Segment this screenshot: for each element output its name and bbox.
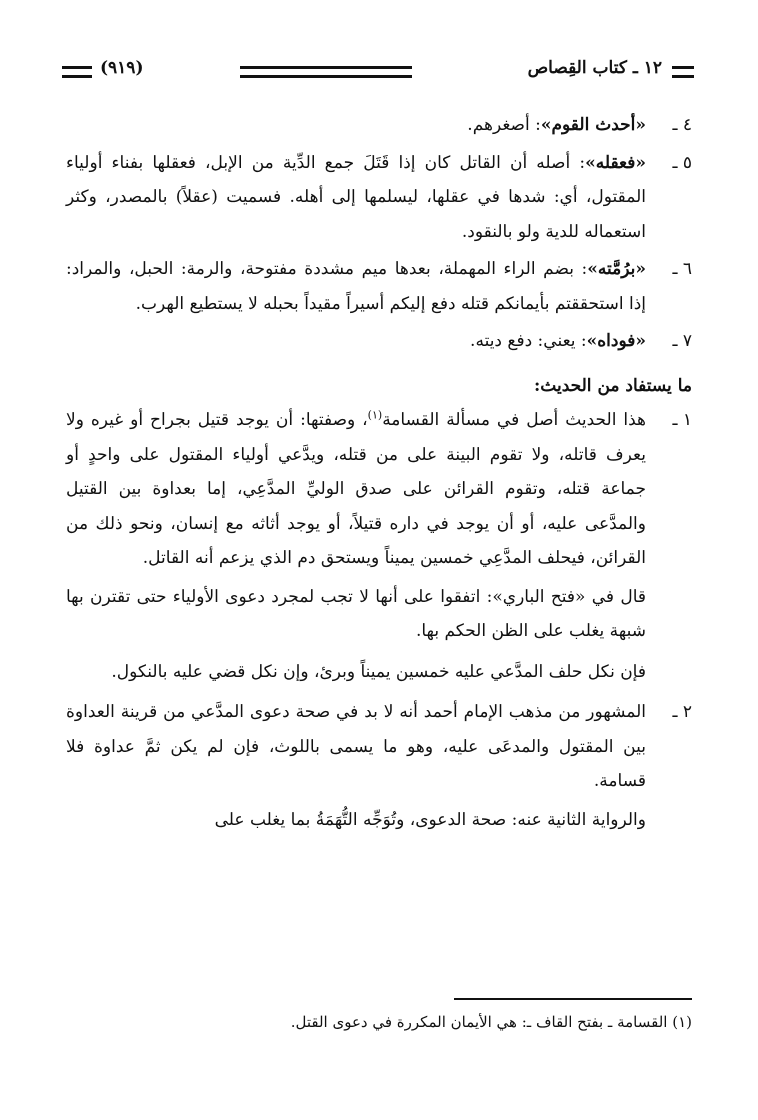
header-rule-right <box>672 66 694 78</box>
vocab-item-7 <box>66 324 692 359</box>
vocab-term: «أحدث القوم» <box>540 115 646 135</box>
header-rule-middle <box>240 66 412 78</box>
item-number: ٧ ـ <box>672 331 692 351</box>
chapter-title: ١٢ ـ كتاب القِصاص <box>527 58 662 78</box>
item-number: ٢ ـ <box>672 702 692 722</box>
vocab-term: «فوداه» <box>586 331 646 351</box>
page-number: (٩١٩) <box>100 58 144 78</box>
footnote-text: القسامة ـ بفتح القاف ـ: هي الأيمان المكررة في دعوى القتل. <box>290 1013 668 1031</box>
vocab-definition: : أصله أن القاتل كان إذا قَتَلَ جمع الدِّية من الإبل، فعقلها بفناء أولياء المقتول، أي: شدها في عقلها، ليسلمها إلى أهله. فسميت (عقلاً) بالمصدر، وكثر استعماله للدية ولو بالنقود. <box>66 152 646 242</box>
footnote-separator <box>454 998 692 1000</box>
item-number: ٤ ـ <box>672 115 692 135</box>
vocab-term: «فعقله» <box>585 152 646 173</box>
benefit-text-rest: ، وصفتها: أن يوجد قتيل بجراح أو غيره ولا يعرف قاتله، ولا تقوم البينة على من قتله، ويدَّعي أولياء المقتول على واحدٍ أو جماعة قتله، وتقوم القرائن على صدق الوليِّ المدَّعِي، إما بعداوة بين القتيل والمدَّعى عليه، أو أن يوجد في داره قتيلاً، أو يوجد أثاثه مع إنسان، ونحو ذلك من القرائن، فيحلف المدَّعِي خمسين يميناً ويستحق دم الذي يزعم أنه القاتل. <box>66 410 646 568</box>
vocab-definition: : بضم الراء المهملة، بعدها ميم مشددة مفتوحة، والرمة: الحبل، والمراد: إذا استحققتم بأيمانكم قتله دفع إليكم أسيراً مقيداً بحبله لا يستطيع الهرب. <box>66 259 646 314</box>
page-body <box>66 108 692 843</box>
paragraph-second-narration: والرواية الثانية عنه: صحة الدعوى، وتُوَجِّه التُّهَمَةُ بما يغلب على <box>214 809 646 830</box>
running-header <box>62 58 694 88</box>
item-number: ١ ـ <box>672 410 692 430</box>
paragraph-fath-albari: قال في «فتح الباري»: اتفقوا على أنها لا تجب لمجرد دعوى الأولياء حتى تقترن بها شبهة يغلب على الظن الحكم بها. <box>66 586 646 641</box>
vocab-definition: : أصغرهم. <box>467 115 541 135</box>
benefit-item-2 <box>66 695 692 799</box>
item-number: ٦ ـ <box>672 259 692 279</box>
benefit-text-start: هذا الحديث أصل في مسألة القسامة <box>382 410 646 430</box>
section-heading: ما يستفاد من الحديث: <box>534 375 692 396</box>
vocab-item-6 <box>66 252 692 321</box>
benefit-text: المشهور من مذهب الإمام أحمد أنه لا بد في صحة دعوى المدَّعي من قرينة العداوة بين المقتول والمدعَى عليه، وهو ما يسمى باللوث، فإن لم يكن ثمَّ عداوة فلا قسامة. <box>66 702 646 791</box>
vocab-definition: : يعني: دفع ديته. <box>470 331 587 351</box>
benefit-item-1 <box>66 403 692 576</box>
footnote-marker[interactable]: (١) <box>367 408 383 422</box>
vocab-item-5 <box>66 146 692 250</box>
item-number: ٥ ـ <box>672 152 692 173</box>
vocab-item-4 <box>66 108 692 143</box>
footnote-number: (١) <box>672 1013 692 1031</box>
footnote <box>66 1008 692 1036</box>
header-rule-left <box>62 66 92 78</box>
vocab-term: «برُمَّته» <box>587 259 646 279</box>
paragraph-nukul: فإن نكل حلف المدَّعي عليه خمسين يميناً وبرئ، وإن نكل قضي عليه بالنكول. <box>111 661 646 682</box>
